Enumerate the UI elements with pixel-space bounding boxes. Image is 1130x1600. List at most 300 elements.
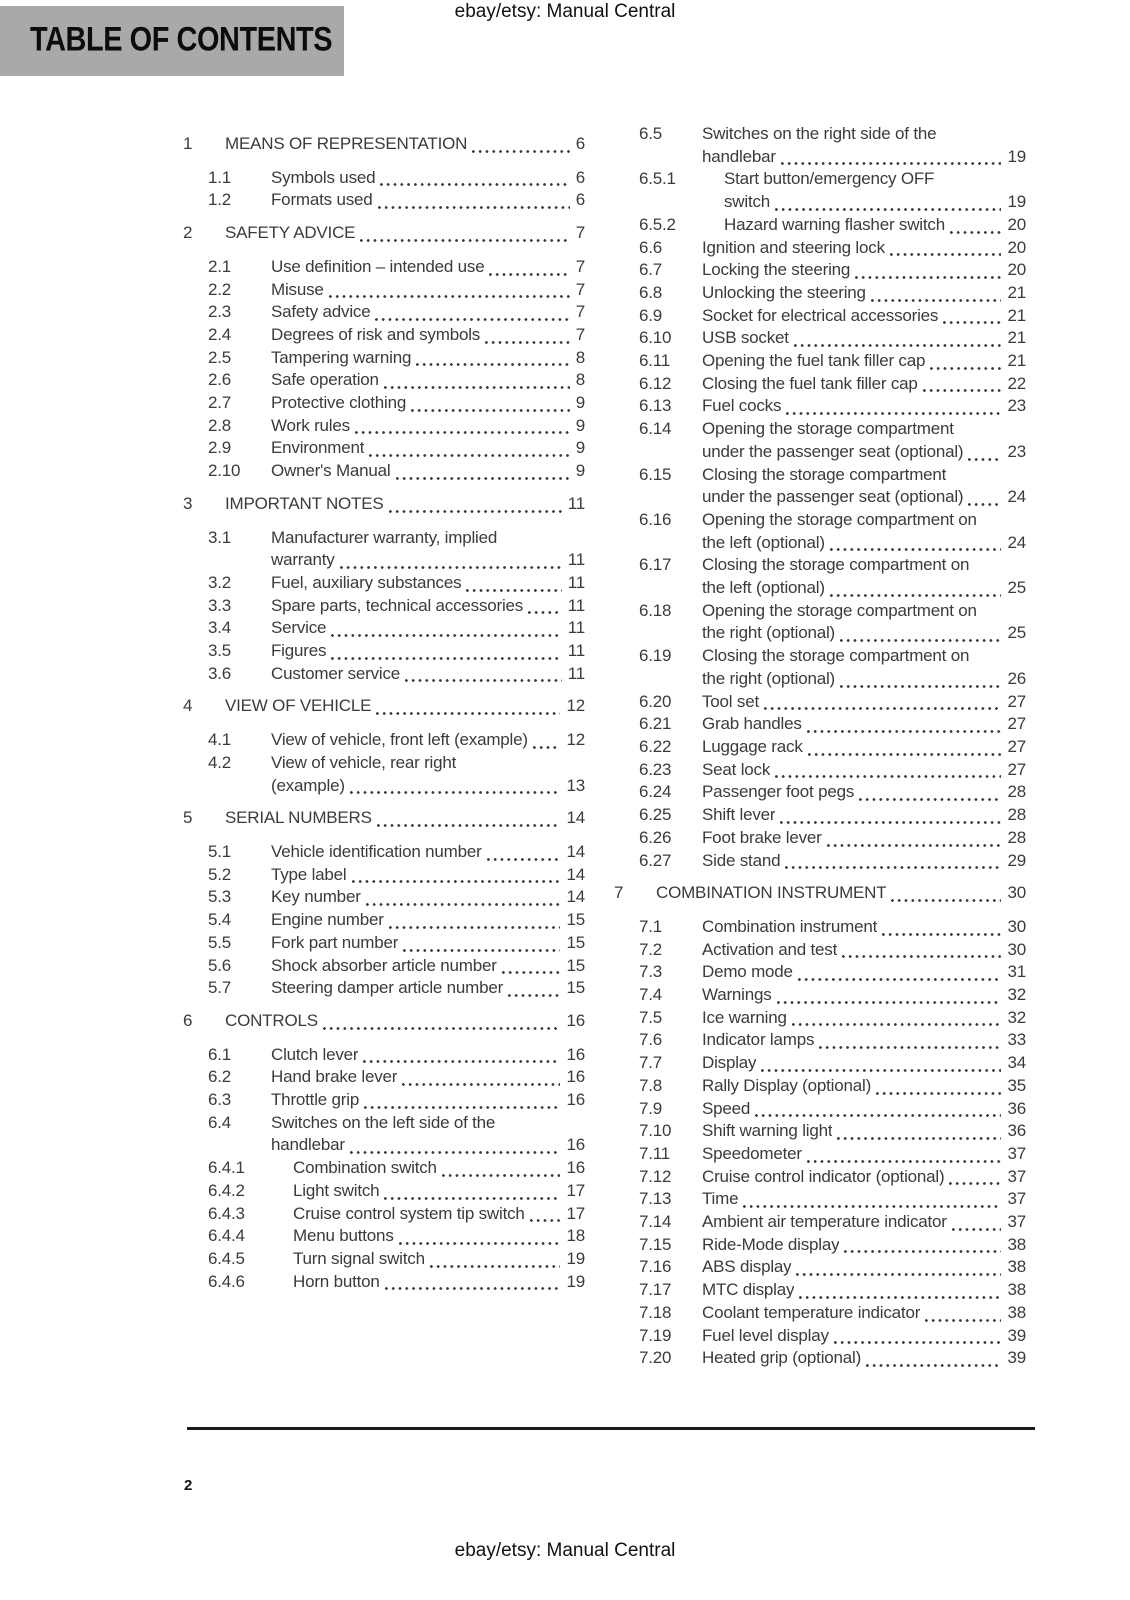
toc-entry-number: 5.5 — [208, 932, 232, 952]
toc-entry-title: ABS display — [702, 1257, 792, 1277]
toc-item-7.17 — [614, 1279, 1026, 1302]
toc-entry-page: 27 — [1007, 691, 1026, 711]
toc-entry-title: Shift warning light — [702, 1121, 833, 1141]
toc-entry-title: Heated grip (optional) — [702, 1348, 862, 1368]
toc-item-3.6 — [183, 663, 585, 686]
toc-item-6.18 — [614, 600, 1026, 645]
dot-leader — [844, 1250, 1001, 1253]
toc-item-2.4 — [183, 324, 585, 347]
toc-entry-number: 7.18 — [639, 1302, 672, 1322]
toc-entry-number: 6.4.4 — [208, 1226, 245, 1246]
dot-leader — [389, 926, 561, 929]
toc-item-6.4.4 — [183, 1225, 585, 1248]
toc-entry-page: 23 — [1007, 396, 1026, 416]
toc-entry-title: Tampering warning — [271, 347, 412, 367]
toc-entry-title: Use definition – intended use — [271, 256, 485, 276]
toc-entry-title: Indicator lamps — [702, 1030, 815, 1050]
dot-leader — [859, 798, 1001, 801]
toc-entry-title: Throttle grip — [271, 1090, 360, 1110]
toc-entry-number: 6.13 — [639, 396, 672, 416]
dot-leader — [350, 791, 561, 794]
toc-item-7.16 — [614, 1256, 1026, 1279]
toc-entry-number: 5.7 — [208, 978, 232, 998]
toc-chapter-6 — [183, 1010, 585, 1033]
dot-leader — [352, 880, 561, 883]
toc-entry-title: Ride-Mode display — [702, 1234, 840, 1254]
toc-item-6.4.5 — [183, 1248, 585, 1271]
toc-item-7.19 — [614, 1325, 1026, 1348]
dot-leader — [890, 253, 1002, 256]
toc-entry-title: Display — [702, 1053, 757, 1073]
toc-entry-number: 1.2 — [208, 190, 232, 210]
toc-entry-number: 5 — [183, 808, 193, 828]
dot-leader — [796, 1273, 1001, 1276]
toc-entry-number: 5.2 — [208, 864, 232, 884]
toc-entry-page: 19 — [1007, 192, 1026, 212]
toc-entry-page: 34 — [1007, 1053, 1026, 1073]
toc-entry-page: 38 — [1007, 1257, 1026, 1277]
toc-entry-title: Combination instrument — [702, 916, 878, 936]
toc-entry-page: 11 — [567, 595, 585, 615]
toc-entry-title: Symbols used — [271, 167, 376, 187]
toc-entry-title: Switches on the right side of the — [702, 124, 937, 143]
toc-item-2.8 — [183, 415, 585, 438]
toc-entry-page: 19 — [566, 1271, 585, 1291]
toc-item-2.1 — [183, 256, 585, 279]
dot-leader — [355, 431, 570, 434]
toc-entry-page: 36 — [1007, 1098, 1026, 1118]
toc-entry-page: 33 — [1007, 1030, 1026, 1050]
dot-leader — [487, 858, 561, 861]
dot-leader — [377, 824, 561, 827]
toc-entry-page: 30 — [1007, 939, 1026, 959]
toc-item-6.4 — [183, 1112, 585, 1157]
toc-item-7.11 — [614, 1143, 1026, 1166]
toc-entry-number: 6.20 — [639, 691, 672, 711]
toc-item-6.1 — [183, 1044, 585, 1067]
toc-entry-number: 6.26 — [639, 827, 672, 847]
dot-leader — [840, 685, 1001, 688]
toc-entry-page: 14 — [566, 864, 585, 884]
dot-leader — [943, 321, 1001, 324]
dot-leader — [375, 318, 569, 321]
toc-item-4.2 — [183, 752, 585, 797]
toc-entry-number: 7.3 — [639, 962, 663, 982]
dot-leader — [416, 363, 570, 366]
toc-entry-number: 6.10 — [639, 328, 672, 348]
toc-entry-page: 16 — [566, 1044, 585, 1064]
toc-entry-number: 2.1 — [208, 256, 232, 276]
dot-leader — [808, 753, 1002, 756]
dot-leader — [786, 412, 1001, 415]
toc-item-7.3 — [614, 961, 1026, 984]
toc-entry-title: switch — [724, 192, 771, 212]
toc-entry-number: 6.9 — [639, 305, 663, 325]
toc-entry-page: 6 — [575, 190, 585, 210]
dot-leader — [968, 503, 1001, 506]
toc-entry-page: 11 — [567, 493, 585, 513]
toc-entry-page: 38 — [1007, 1302, 1026, 1322]
toc-entry-title: Hazard warning flasher switch — [724, 214, 945, 234]
toc-entry-title: MEANS OF REPRESENTATION — [225, 134, 468, 153]
toc-entry-number: 6.4.5 — [208, 1248, 245, 1268]
toc-entry-page: 9 — [575, 461, 585, 481]
toc-item-5.2 — [183, 864, 585, 887]
toc-entry-number: 6.8 — [639, 282, 663, 302]
toc-entry-page: 20 — [1007, 214, 1026, 234]
toc-entry-number: 7.5 — [639, 1007, 663, 1027]
toc-entry-page: 31 — [1007, 962, 1026, 982]
toc-entry-number: 7.17 — [639, 1280, 672, 1300]
toc-entry-page: 12 — [566, 730, 585, 750]
toc-item-3.3 — [183, 595, 585, 618]
toc-entry-title: Combination switch — [293, 1158, 437, 1178]
toc-entry-title: warranty — [271, 550, 335, 570]
toc-item-6.6 — [614, 237, 1026, 260]
toc-entry-title: Key number — [271, 887, 361, 907]
dot-leader — [485, 341, 570, 344]
toc-entry-page: 16 — [566, 1135, 585, 1155]
toc-entry-title: the left (optional) — [702, 578, 825, 598]
toc-item-5.3 — [183, 886, 585, 909]
toc-entry-page: 7 — [575, 324, 585, 344]
toc-item-6.14 — [614, 418, 1026, 463]
toc-entry-number: 2 — [183, 223, 193, 243]
toc-entry-page: 26 — [1007, 668, 1026, 688]
toc-entry-title: Horn button — [293, 1271, 380, 1291]
dot-leader — [403, 949, 560, 952]
dot-leader — [777, 1001, 1002, 1004]
dot-leader — [827, 844, 1002, 847]
toc-entry-number: 7.13 — [639, 1189, 672, 1209]
toc-item-6.23 — [614, 759, 1026, 782]
toc-item-5.4 — [183, 909, 585, 932]
toc-item-7.5 — [614, 1007, 1026, 1030]
toc-entry-number: 3 — [183, 493, 193, 513]
toc-entry-page: 21 — [1007, 282, 1026, 302]
table-of-contents-badge — [0, 6, 344, 76]
toc-item-2.3 — [183, 301, 585, 324]
dot-leader — [930, 367, 1001, 370]
toc-entry-number: 6.2 — [208, 1067, 232, 1087]
toc-entry-number: 6.11 — [639, 351, 671, 371]
toc-entry-title: View of vehicle, rear right — [271, 752, 457, 772]
toc-entry-title: Fork part number — [271, 932, 399, 952]
toc-entry-number: 6.15 — [639, 464, 672, 484]
toc-item-2.5 — [183, 347, 585, 370]
toc-item-6.13 — [614, 395, 1026, 418]
dot-leader — [952, 1228, 1002, 1231]
toc-chapter-2 — [183, 222, 585, 245]
toc-entry-title: Safety advice — [271, 302, 371, 322]
toc-entry-page: 27 — [1007, 714, 1026, 734]
toc-entry-title: MTC display — [702, 1280, 795, 1300]
toc-item-6.27 — [614, 850, 1026, 873]
footer-rule — [187, 1427, 1035, 1430]
dot-leader — [530, 1219, 561, 1222]
toc-entry-page: 9 — [575, 393, 585, 413]
toc-entry-title: the left (optional) — [702, 532, 825, 552]
toc-item-6.5.1 — [614, 168, 1026, 213]
dot-leader — [842, 955, 1001, 958]
toc-entry-title: Speedometer — [702, 1143, 802, 1163]
toc-entry-page: 9 — [575, 415, 585, 435]
toc-entry-number: 7.7 — [639, 1053, 663, 1073]
toc-entry-number: 6.24 — [639, 782, 672, 802]
toc-entry-title: Closing the storage compartment — [702, 464, 947, 484]
toc-entry-page: 21 — [1007, 351, 1026, 371]
toc-entry-title: Turn signal switch — [293, 1248, 425, 1268]
toc-entry-page: 37 — [1007, 1166, 1026, 1186]
dot-leader — [405, 679, 562, 682]
toc-item-5.5 — [183, 932, 585, 955]
toc-entry-number: 2.9 — [208, 438, 232, 458]
dot-leader — [411, 409, 570, 412]
toc-entry-title: Ignition and steering lock — [702, 237, 885, 257]
toc-entry-title: Clutch lever — [271, 1044, 359, 1064]
toc-entry-title: Type label — [271, 864, 347, 884]
toc-chapter-7 — [614, 882, 1026, 905]
toc-entry-page: 37 — [1007, 1189, 1026, 1209]
toc-item-7.9 — [614, 1098, 1026, 1121]
toc-entry-page: 24 — [1007, 532, 1026, 552]
toc-entry-number: 2.4 — [208, 324, 232, 344]
toc-entry-page: 11 — [567, 641, 585, 661]
dot-leader — [764, 707, 1001, 710]
toc-entry-title: handlebar — [271, 1135, 345, 1155]
toc-entry-title: CONTROLS — [225, 1010, 318, 1030]
toc-entry-title: Socket for electrical accessories — [702, 305, 939, 325]
dot-leader — [807, 730, 1002, 733]
toc-entry-number: 7.6 — [639, 1030, 663, 1050]
dot-leader — [502, 971, 561, 974]
toc-entry-title: Side stand — [702, 850, 781, 870]
toc-entry-page: 30 — [1007, 883, 1026, 903]
toc-item-7.18 — [614, 1302, 1026, 1325]
toc-entry-number: 6.12 — [639, 373, 672, 393]
toc-item-7.8 — [614, 1075, 1026, 1098]
toc-entry-number: 2.8 — [208, 415, 232, 435]
dot-leader — [855, 276, 1001, 279]
toc-item-6.3 — [183, 1089, 585, 1112]
toc-entry-number: 6.1 — [208, 1044, 232, 1064]
toc-item-7.12 — [614, 1166, 1026, 1189]
toc-entry-page: 38 — [1007, 1280, 1026, 1300]
toc-item-4.1 — [183, 729, 585, 752]
toc-item-6.26 — [614, 827, 1026, 850]
toc-item-7.2 — [614, 939, 1026, 962]
toc-entry-number: 6.5 — [639, 124, 663, 143]
dot-leader — [799, 1296, 1001, 1299]
toc-entry-title: Opening the storage compartment — [702, 419, 954, 439]
toc-entry-number: 6.4.2 — [208, 1180, 245, 1200]
toc-entry-title: Shock absorber article number — [271, 955, 497, 975]
toc-entry-title: Light switch — [293, 1180, 380, 1200]
dot-leader — [380, 183, 569, 186]
toc-entry-title: Opening the fuel tank filler cap — [702, 351, 926, 371]
toc-entry-number: 7.14 — [639, 1212, 672, 1232]
dot-leader — [533, 746, 561, 749]
toc-entry-title: Rally Display (optional) — [702, 1075, 872, 1095]
dot-leader — [830, 548, 1002, 551]
toc-entry-page: 15 — [566, 978, 585, 998]
toc-entry-number: 7.16 — [639, 1257, 672, 1277]
toc-item-5.6 — [183, 955, 585, 978]
toc-entry-title: Ice warning — [702, 1007, 787, 1027]
toc-entry-title: Closing the fuel tank filler cap — [702, 373, 918, 393]
toc-item-6.24 — [614, 781, 1026, 804]
toc-entry-title: Fuel, auxiliary substances — [271, 572, 462, 592]
toc-entry-page: 23 — [1007, 441, 1026, 461]
dot-leader — [925, 1319, 1001, 1322]
toc-entry-page: 27 — [1007, 736, 1026, 756]
toc-entry-title: Warnings — [702, 985, 772, 1005]
toc-entry-title: SAFETY ADVICE — [225, 223, 356, 243]
toc-entry-title: Environment — [271, 438, 365, 458]
toc-entry-number: 7.19 — [639, 1325, 672, 1345]
toc-item-6.15 — [614, 464, 1026, 509]
toc-entry-title: Passenger foot pegs — [702, 782, 855, 802]
toc-item-3.4 — [183, 617, 585, 640]
toc-entry-page: 18 — [566, 1226, 585, 1246]
toc-entry-page: 22 — [1007, 373, 1026, 393]
toc-entry-number: 6.19 — [639, 646, 672, 666]
dot-leader — [402, 1083, 560, 1086]
toc-item-7.6 — [614, 1029, 1026, 1052]
dot-leader — [528, 611, 562, 614]
toc-entry-page: 19 — [1007, 146, 1026, 166]
toc-entry-title: Cruise control system tip switch — [293, 1203, 525, 1223]
toc-entry-page: 7 — [575, 302, 585, 322]
dot-leader — [834, 1341, 1002, 1344]
toc-entry-title: Unlocking the steering — [702, 282, 866, 302]
toc-entry-page: 11 — [567, 572, 585, 592]
toc-item-7.13 — [614, 1188, 1026, 1211]
dot-leader — [399, 1242, 561, 1245]
toc-entry-title: the right (optional) — [702, 623, 836, 643]
toc-entry-title: Manufacturer warranty, implied — [271, 527, 498, 547]
toc-entry-title: Hand brake lever — [271, 1067, 398, 1087]
toc-entry-page: 20 — [1007, 237, 1026, 257]
dot-leader — [366, 903, 561, 906]
toc-entry-number: 7 — [614, 883, 624, 903]
toc-entry-title: the right (optional) — [702, 668, 836, 688]
toc-item-6.20 — [614, 691, 1026, 714]
dot-leader — [396, 477, 570, 480]
toc-entry-title: Spare parts, technical accessories — [271, 595, 524, 615]
dot-leader — [384, 1197, 560, 1200]
toc-entry-number: 6.4.3 — [208, 1203, 245, 1223]
dot-leader — [775, 775, 1001, 778]
toc-entry-title: Safe operation — [271, 370, 379, 390]
toc-entry-title: Opening the storage compartment on — [702, 509, 977, 529]
toc-entry-title: Protective clothing — [271, 393, 407, 413]
toc-entry-number: 3.4 — [208, 618, 232, 638]
dot-leader — [378, 206, 570, 209]
toc-entry-title: View of vehicle, front left (example) — [271, 730, 528, 750]
toc-entry-page: 15 — [566, 910, 585, 930]
toc-item-6.10 — [614, 327, 1026, 350]
toc-entry-page: 14 — [566, 808, 585, 828]
toc-entry-page: 9 — [575, 438, 585, 458]
dot-leader — [807, 1160, 1002, 1163]
dot-leader — [430, 1265, 561, 1268]
toc-entry-number: 5.1 — [208, 841, 232, 861]
toc-entry-title: Fuel level display — [702, 1325, 829, 1345]
toc-item-6.4.6 — [183, 1271, 585, 1294]
dot-leader — [761, 1069, 1001, 1072]
dot-leader — [329, 295, 570, 298]
toc-entry-number: 5.4 — [208, 910, 232, 930]
dot-leader — [472, 150, 569, 153]
toc-entry-title: (example) — [271, 775, 345, 795]
toc-item-7.7 — [614, 1052, 1026, 1075]
toc-entry-title: IMPORTANT NOTES — [225, 493, 384, 513]
toc-entry-title: Foot brake lever — [702, 827, 822, 847]
toc-entry-number: 2.6 — [208, 370, 232, 390]
toc-entry-title: Closing the storage compartment on — [702, 555, 970, 575]
toc-entry-title: under the passenger seat (optional) — [702, 441, 964, 461]
toc-entry-title: under the passenger seat (optional) — [702, 487, 964, 507]
toc-entry-number: 7.10 — [639, 1121, 672, 1141]
toc-entry-page: 25 — [1007, 578, 1026, 598]
dot-leader — [340, 566, 562, 569]
dot-leader — [384, 386, 570, 389]
toc-entry-number: 7.1 — [639, 916, 663, 936]
dot-leader — [819, 1046, 1001, 1049]
toc-item-6.7 — [614, 259, 1026, 282]
toc-entry-number: 4.1 — [208, 730, 232, 750]
toc-item-6.5.2 — [614, 214, 1026, 237]
toc-entry-number: 6.5.2 — [639, 214, 676, 234]
toc-item-6.4.1 — [183, 1157, 585, 1180]
toc-entry-number: 6.5.1 — [639, 169, 676, 189]
toc-entry-page: 8 — [575, 347, 585, 367]
toc-entry-number: 3.5 — [208, 641, 232, 661]
toc-item-3.1 — [183, 527, 585, 572]
dot-leader — [840, 639, 1001, 642]
dot-leader — [743, 1205, 1001, 1208]
toc-entry-page: 28 — [1007, 805, 1026, 825]
toc-entry-number: 2.5 — [208, 347, 232, 367]
dot-leader — [376, 712, 560, 715]
toc-entry-number: 7.12 — [639, 1166, 672, 1186]
toc-entry-title: Work rules — [271, 415, 350, 435]
toc-entry-number: 6.25 — [639, 805, 672, 825]
dot-leader — [775, 208, 1001, 211]
toc-entry-title: Grab handles — [702, 714, 802, 734]
toc-item-6.4.3 — [183, 1203, 585, 1226]
toc-entry-page: 28 — [1007, 827, 1026, 847]
toc-entry-page: 21 — [1007, 305, 1026, 325]
dot-leader — [385, 1287, 561, 1290]
toc-item-7.4 — [614, 984, 1026, 1007]
toc-entry-number: 4 — [183, 696, 193, 716]
toc-entry-number: 2.2 — [208, 279, 232, 299]
toc-item-6.19 — [614, 645, 1026, 690]
dot-leader — [923, 389, 1002, 392]
toc-chapter-1 — [183, 133, 585, 156]
toc-entry-page: 27 — [1007, 759, 1026, 779]
dot-leader — [950, 231, 1002, 234]
dot-leader — [780, 821, 1001, 824]
toc-entry-number: 6.27 — [639, 850, 672, 870]
toc-entry-page: 15 — [566, 955, 585, 975]
toc-item-3.5 — [183, 640, 585, 663]
toc-entry-number: 7.15 — [639, 1234, 672, 1254]
toc-entry-page: 20 — [1007, 260, 1026, 280]
toc-entry-number: 6.23 — [639, 759, 672, 779]
